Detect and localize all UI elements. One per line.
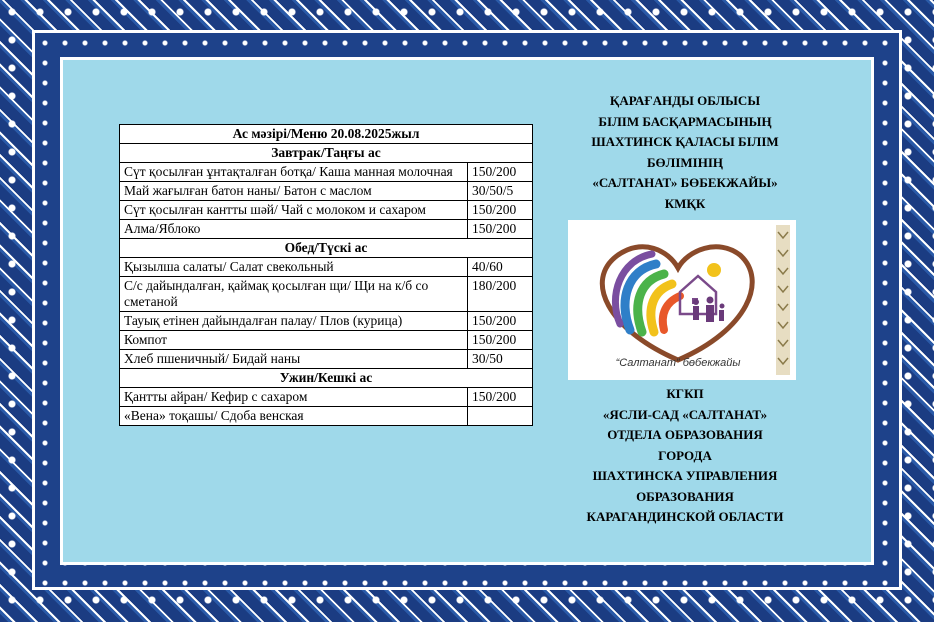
- org-kz-line: БӨЛІМІНІҢ: [646, 154, 724, 170]
- org-ru-line: КАРАГАНДИНСКОЙ ОБЛАСТИ: [586, 509, 784, 524]
- section-header-row: [120, 144, 533, 163]
- table-row: [120, 407, 533, 426]
- table-row: [120, 388, 533, 407]
- section-header-row: [120, 369, 533, 388]
- dish-name: Компот: [120, 331, 468, 350]
- org-kz-line: КМҚК: [664, 195, 706, 211]
- section-title-dinner: Ужин/Кешкі ас: [120, 369, 533, 388]
- org-kz-line: «САЛТАНАТ» БӨБЕКЖАЙЫ»: [592, 175, 778, 190]
- section-title-lunch: Обед/Түскі ас: [120, 239, 533, 258]
- table-row: [120, 312, 533, 331]
- menu-title-row: [120, 125, 533, 144]
- table-row: [120, 163, 533, 182]
- dish-name: Қызылша салаты/ Салат свекольный: [120, 258, 468, 277]
- dish-amount: 40/60: [468, 258, 533, 277]
- dish-amount: 30/50: [468, 350, 533, 369]
- org-ru-line: ОТДЕЛА ОБРАЗОВАНИЯ: [607, 427, 763, 442]
- dish-amount: 150/200: [468, 201, 533, 220]
- rainbow-swirl: [615, 254, 680, 332]
- dish-amount: 30/50/5: [468, 182, 533, 201]
- organization-name-russian: [560, 384, 810, 528]
- table-row: [120, 350, 533, 369]
- dish-amount: 150/200: [468, 331, 533, 350]
- menu-title: Ас мәзірі/Меню 20.08.2025жыл: [120, 125, 533, 144]
- dish-name: Сүт қосылған ұнтақталған ботқа/ Каша манная молочная: [120, 163, 468, 182]
- dish-amount: 150/200: [468, 220, 533, 239]
- org-kz-line: ШАХТИНСК ҚАЛАСЫ БІЛІМ: [591, 134, 779, 149]
- organization-name-kazakh: [560, 91, 810, 214]
- dish-name: Хлеб пшеничный/ Бидай наны: [120, 350, 468, 369]
- org-ru-line: ГОРОДА: [658, 447, 712, 463]
- table-row: [120, 182, 533, 201]
- ornament-strip: [776, 225, 790, 375]
- logo-caption: “Салтанат” бөбекжайы: [615, 357, 741, 369]
- org-kz-line: БІЛІМ БАСҚАРМАСЫНЫҢ: [598, 113, 772, 129]
- org-ru-line: ОБРАЗОВАНИЯ: [636, 488, 734, 504]
- kindergarten-logo: [568, 220, 796, 380]
- org-ru-line: КГКП: [666, 386, 704, 401]
- house-family-icon: [680, 263, 725, 322]
- dish-name: Май жағылған батон наны/ Батон с маслом: [120, 182, 468, 201]
- dish-amount: 150/200: [468, 163, 533, 182]
- dish-amount: 150/200: [468, 312, 533, 331]
- table-row: [120, 331, 533, 350]
- dish-name: Тауық етінен дайындалған палау/ Плов (курица): [120, 312, 468, 331]
- menu-table: [119, 124, 533, 426]
- table-row: [120, 277, 533, 312]
- dish-amount: 150/200: [468, 388, 533, 407]
- dish-amount: [468, 407, 533, 426]
- table-row: [120, 220, 533, 239]
- dish-name: С/с дайындалған, қаймақ қосылған щи/ Щи на к/б со сметаной: [120, 277, 468, 312]
- section-title-breakfast: Завтрак/Таңғы ас: [120, 144, 533, 163]
- dish-name: Қантты айран/ Кефир с сахаром: [120, 388, 468, 407]
- dish-name: Алма/Яблоко: [120, 220, 468, 239]
- org-kz-line: ҚАРАҒАНДЫ ОБЛЫСЫ: [609, 93, 761, 108]
- dish-name: «Вена» тоқашы/ Сдоба венская: [120, 407, 468, 426]
- table-row: [120, 258, 533, 277]
- table-row: [120, 201, 533, 220]
- org-ru-line: ШАХТИНСКА УПРАВЛЕНИЯ: [592, 468, 778, 483]
- dish-name: Сүт қосылған кантты шәй/ Чай с молоком и сахаром: [120, 201, 468, 220]
- dish-amount: 180/200: [468, 277, 533, 312]
- org-ru-line: «ЯСЛИ-САД «САЛТАНАТ»: [602, 406, 768, 422]
- section-header-row: [120, 239, 533, 258]
